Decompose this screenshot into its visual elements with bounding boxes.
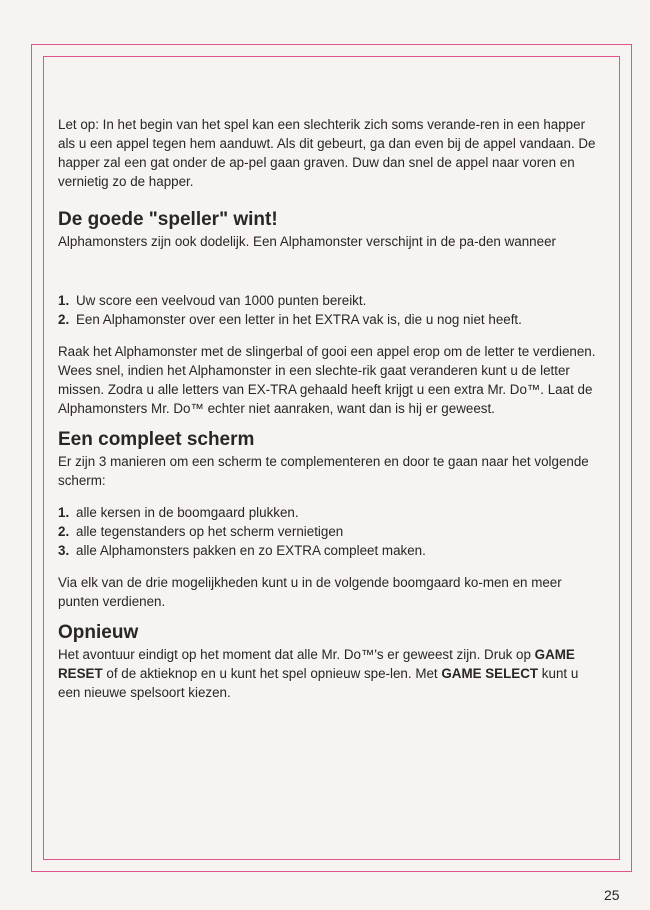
intro-paragraph: Let op: In het begin van het spel kan een slechterik zich soms verande-ren in een happer als u een appel tegen hem aanduwt. Als dit gebeurt, ga dan even bij de appel vandaan. De happer zal een gat onder de ap-pel gaan graven. Duw dan snel de appel naar voren en vernietig zo de happer. (58, 117, 596, 189)
section-speller-paragraph: Raak het Alphamonster met de slingerbal of gooi een appel erop om de letter te verdienen. Wees snel, indien het Alphamonster in een slechte-rik gaat veranderen kunt u de letter missen. Zodra u alle letters van EX-TRA gehaald heeft krijgt u een extra Mr. Do™. Laat de Alphamonsters Mr. Do™ echter niet aanraken, want dan is hij er geweest. (58, 344, 596, 416)
game-reset-keyword: GAME RESET (58, 647, 575, 681)
section-compleet-paragraph: Via elk van de drie mogelijkheden kunt u in de volgende boomgaard ko-men en meer punten verdienen. (58, 575, 562, 609)
list-item: 3. alle Alphamonsters pakken en zo EXTRA compleet maken. (58, 543, 426, 558)
compleet-list (58, 503, 603, 560)
section-heading-compleet: Een compleet scherm (58, 429, 255, 450)
section-speller-lead: Alphamonsters zijn ook dodelijk. Een Alphamonster verschijnt in de pa-den wanneer (58, 234, 556, 249)
section-heading-opnieuw: Opnieuw (58, 622, 139, 643)
section-compleet-lead: Er zijn 3 manieren om een scherm te complementeren en door te gaan naar het volgende scherm: (58, 454, 589, 488)
section-opnieuw-paragraph: Het avontuur eindigt op het moment dat alle Mr. Do™'s er geweest zijn. Druk op GAME RESET of de aktieknop en u kunt het spel opnieuw spe-len. Met GAME SELECT kunt u een nieuwe spelsoort kiezen. (58, 647, 579, 700)
game-select-keyword: GAME SELECT (441, 666, 539, 681)
list-item: 1. alle kersen in de boomgaard plukken. (58, 505, 299, 520)
list-item: 2. alle tegenstanders op het scherm vernietigen (58, 524, 344, 539)
page-content (58, 115, 603, 702)
page-number: 25 (604, 887, 620, 903)
section-heading-speller: De goede "speller" wint! (58, 209, 278, 230)
speller-list (58, 291, 603, 329)
list-item: 2. Een Alphamonster over een letter in het EXTRA vak is, die u nog niet heeft. (58, 312, 522, 327)
list-item: 1. Uw score een veelvoud van 1000 punten bereikt. (58, 293, 367, 308)
